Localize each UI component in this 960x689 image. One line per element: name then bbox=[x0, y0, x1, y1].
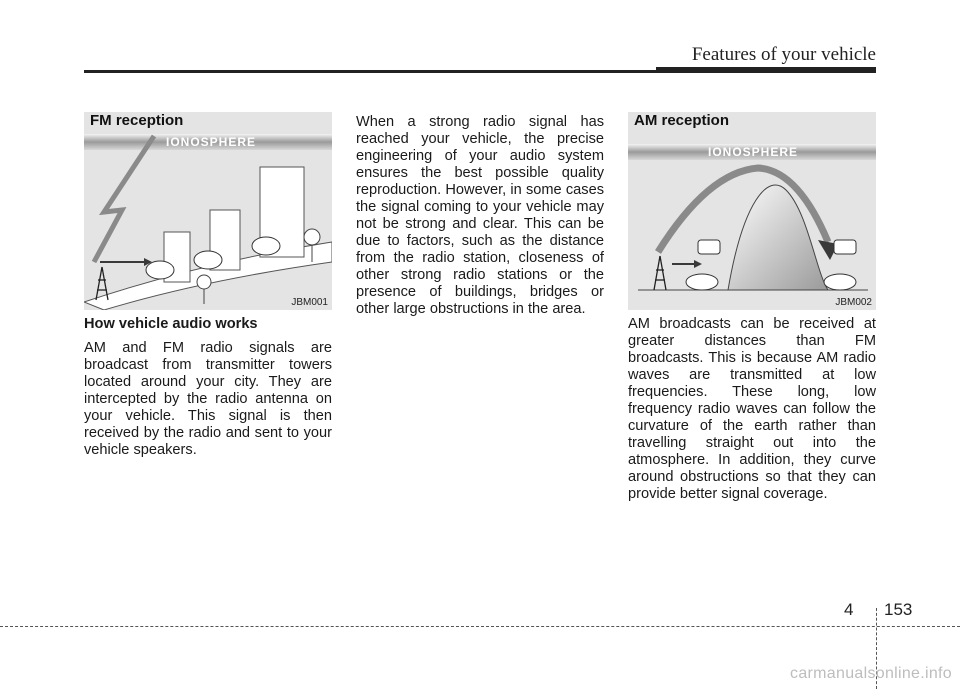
am-reception-illustration bbox=[628, 112, 876, 310]
ionosphere-label: IONOSPHERE bbox=[166, 135, 257, 149]
car bbox=[252, 237, 280, 255]
radio-icon bbox=[834, 240, 856, 254]
body-paragraph: AM and FM radio signals are broadcast from transmitter towers located around your city. They are intercepted by the radio antenna on your vehicle. This signal is then received by the radio and sent to your vehicle speakers. bbox=[84, 340, 332, 458]
car bbox=[146, 261, 174, 279]
page-section-title: Features of your vehicle bbox=[691, 44, 876, 65]
body-paragraph: When a strong radio signal has reached your vehicle, the precise engineering of your audio system ensures the best possible quality reproduction. However, in some cases the signal coming to your vehicle may not be strong and clear. This can be due to factors, such as the distance from the radio station, closeness of other strong radio stations or the presence of buildings, bridges or other large obstructions in the area. bbox=[356, 114, 604, 317]
watermark: carmanualsonline.info bbox=[790, 665, 952, 682]
figure-code: JBM002 bbox=[835, 297, 872, 308]
figure-title: AM reception bbox=[634, 112, 730, 129]
mountain bbox=[728, 185, 828, 290]
am-reception-figure bbox=[628, 112, 876, 310]
transmitter-tower bbox=[654, 256, 666, 290]
figure-title: FM reception bbox=[90, 112, 184, 129]
radio-icon bbox=[698, 240, 720, 254]
section-subheading: How vehicle audio works bbox=[84, 316, 258, 332]
fm-reception-illustration bbox=[84, 112, 332, 310]
column-1 bbox=[84, 316, 332, 459]
car bbox=[824, 274, 856, 290]
page-number: 153 bbox=[884, 600, 913, 619]
chapter-number: 4 bbox=[844, 600, 854, 619]
column-2 bbox=[356, 114, 604, 318]
figure-code: JBM001 bbox=[291, 297, 328, 308]
ionosphere-label: IONOSPHERE bbox=[708, 145, 799, 159]
header-rule-accent bbox=[656, 67, 876, 73]
fm-reception-figure bbox=[84, 112, 332, 310]
car bbox=[686, 274, 718, 290]
body-paragraph: AM broadcasts can be received at greater distances than FM broadcasts. This is because AM radio waves are transmitted at low frequencies. These long, low frequency radio waves can follow the curvature of the earth rather than travelling straight out into the atmosphere. In addition, they curve around obstructions so that they can provide better signal coverage. bbox=[628, 316, 876, 502]
column-3 bbox=[628, 316, 876, 503]
footer-rule bbox=[0, 626, 960, 627]
signal-bolt bbox=[94, 136, 154, 262]
car bbox=[194, 251, 222, 269]
